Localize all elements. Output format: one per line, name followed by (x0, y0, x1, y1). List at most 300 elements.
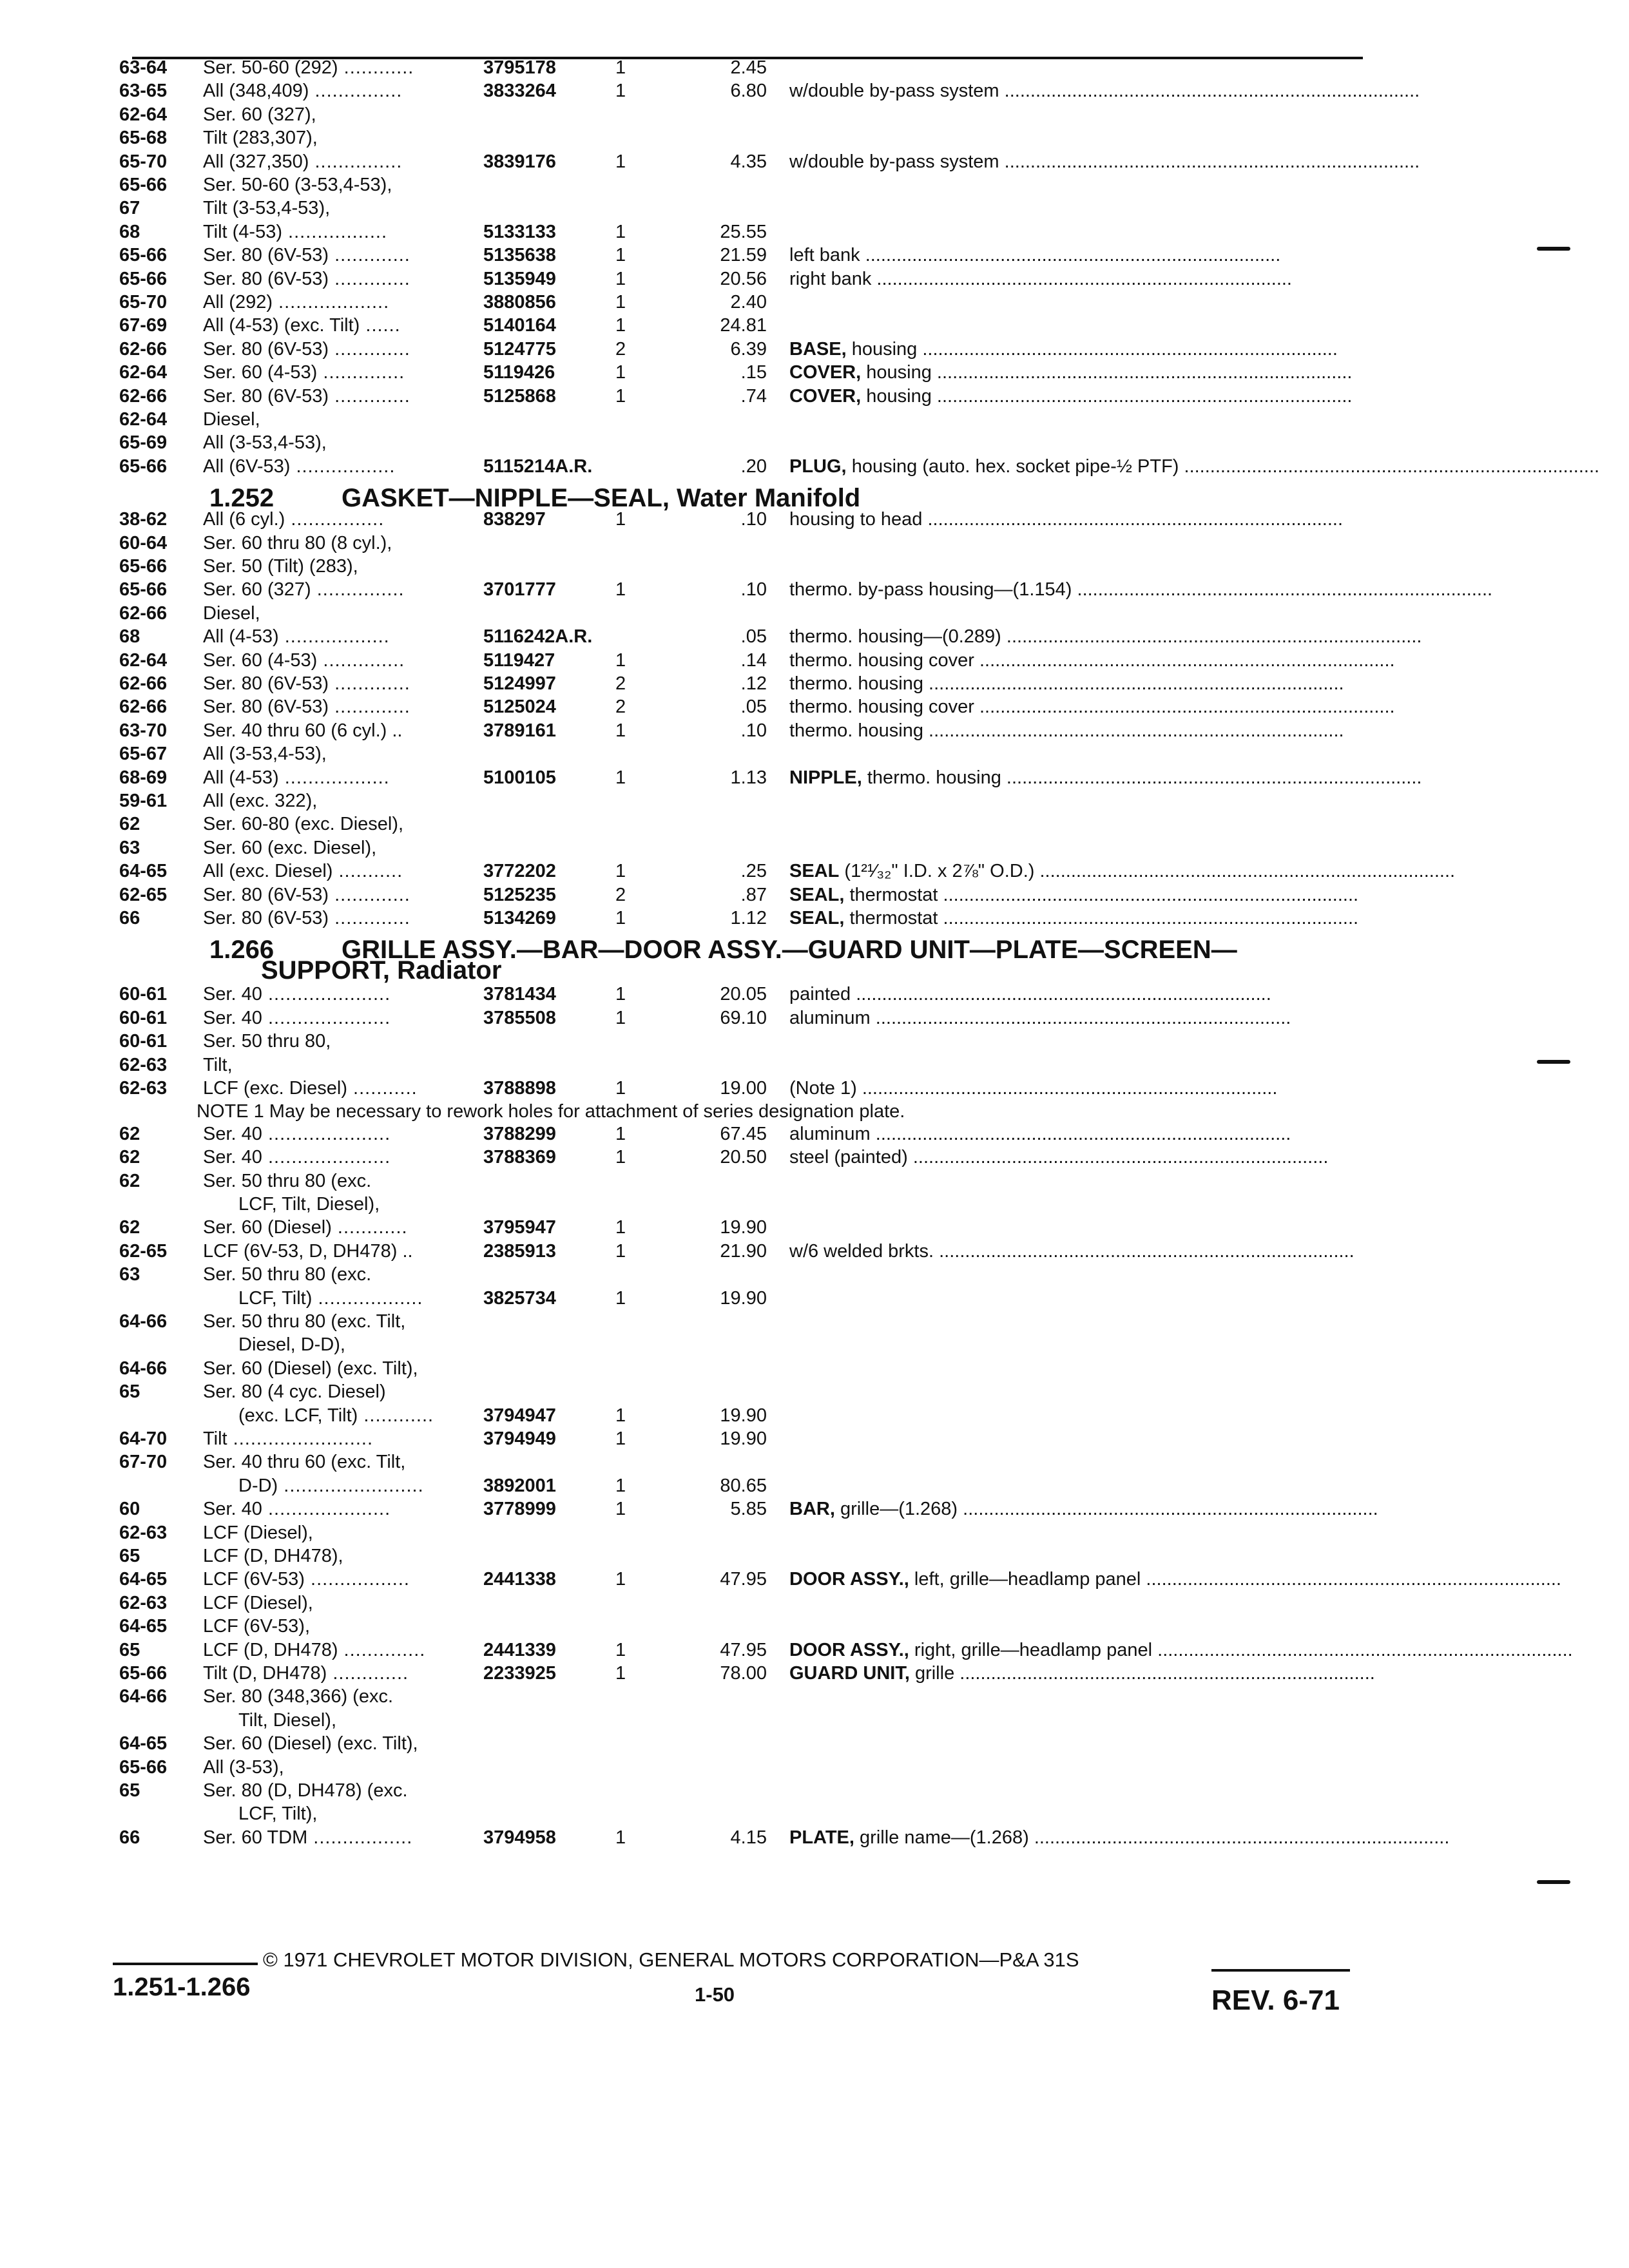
part-number: 3839176 (483, 151, 556, 172)
application (203, 385, 410, 407)
quantity: 1 (615, 1428, 626, 1449)
quantity: 2 (615, 673, 626, 694)
price: 78.00 (720, 1663, 767, 1684)
catalog-row (119, 385, 1408, 407)
leader-dots: ................. (307, 1827, 413, 1848)
application-text: Tilt (4-53) (203, 221, 282, 242)
catalog-row (119, 1803, 1408, 1825)
application (203, 602, 260, 624)
description (789, 720, 1350, 742)
application-text: LCF, Tilt), (238, 1803, 318, 1825)
application-text: Diesel, D-D), (238, 1334, 345, 1356)
leader-dots: .................. (278, 626, 390, 648)
model-years: 64-70 (119, 1428, 168, 1449)
application (203, 151, 402, 173)
application-text: Ser. 80 (6V-53) (203, 884, 329, 905)
application-text: Ser. 80 (D, DH478) (exc. (203, 1780, 408, 1801)
part-number: 5125024 (483, 697, 556, 718)
model-years: 63-70 (119, 720, 168, 741)
leader-dots: ............ (358, 1405, 434, 1426)
application-text: Ser. 60 (Diesel) (203, 1217, 332, 1238)
catalog-row (119, 1146, 1408, 1168)
section-title-line2: SUPPORT, Radiator (261, 956, 502, 985)
application (203, 1522, 313, 1544)
application-text: All (6 cyl.) (203, 509, 285, 530)
catalog-row (119, 432, 1408, 454)
application (203, 268, 410, 290)
application-text: Ser. 60 (4-53) (203, 649, 318, 671)
catalog-row (119, 1709, 1408, 1731)
application (203, 1311, 405, 1332)
application-text: Ser. 60 thru 80 (8 cyl.), (203, 532, 392, 553)
catalog-row (119, 1054, 1408, 1076)
quantity: 1 (615, 151, 626, 172)
model-years: 60-61 (119, 1007, 168, 1028)
application (203, 555, 358, 577)
part-number: 3794947 (483, 1405, 556, 1426)
catalog-row (119, 983, 1408, 1005)
application-text: LCF (Diesel), (203, 1592, 313, 1613)
model-years: 66 (119, 908, 140, 928)
application-text: All (3-53), (203, 1756, 284, 1778)
model-years: 64-65 (119, 1569, 168, 1590)
part-number: 5124997 (483, 673, 556, 694)
application (203, 532, 392, 554)
part-number: 3788299 (483, 1123, 556, 1144)
application-text: All (3-53,4-53), (203, 432, 327, 454)
application-text: Ser. 40 (203, 1499, 262, 1520)
application (203, 1639, 425, 1661)
catalog-row (119, 1428, 1408, 1450)
quantity: 1 (615, 509, 626, 530)
price: 25.55 (720, 221, 767, 242)
leader-dots: ................................................................................ (851, 984, 1271, 1005)
application-text: Ser. 50 thru 80, (203, 1031, 331, 1052)
application-text: Ser. 80 (6V-53) (203, 673, 329, 694)
catalog-row (119, 1287, 1408, 1309)
application (203, 456, 395, 477)
leader-dots: ..................... (262, 1147, 391, 1168)
application (203, 1662, 409, 1684)
application-text: Ser. 40 thru 60 (exc. Tilt, (203, 1452, 406, 1473)
catalog-row (119, 1451, 1408, 1473)
part-number: 5100105 (483, 767, 556, 788)
price: 69.10 (720, 1007, 767, 1028)
description-text: right bank (789, 268, 872, 289)
leader-dots: ............. (329, 884, 410, 905)
application-text: Ser. 80 (4 cyc. Diesel) (203, 1381, 386, 1403)
model-years: 60-61 (119, 1031, 168, 1052)
price: .12 (740, 673, 767, 694)
catalog-row (119, 1381, 1408, 1403)
part-number: 5135949 (483, 268, 556, 289)
quantity: 1 (615, 268, 626, 289)
model-years: 60 (119, 1499, 140, 1520)
catalog-row (119, 1686, 1408, 1707)
catalog-row (119, 151, 1420, 173)
leader-dots: ................................................................................ (1141, 1569, 1561, 1590)
leader-dots: ................................................................................ (954, 1663, 1375, 1684)
description-text: housing (851, 338, 918, 360)
application-text: LCF (6V-53), (203, 1616, 310, 1637)
description-text: thermo. housing (789, 673, 923, 694)
model-years: 62 (119, 1170, 140, 1191)
application (238, 1287, 423, 1309)
description-text: (Note 1) (789, 1078, 857, 1099)
application-text: Diesel, (203, 409, 260, 430)
price: .20 (740, 456, 767, 477)
application-text: Ser. 60 TDM (203, 1827, 308, 1848)
leader-dots: ..................... (262, 1007, 391, 1028)
part-number: 3794949 (483, 1428, 556, 1449)
model-years: 63 (119, 1264, 140, 1285)
application (203, 1827, 412, 1849)
part-number: 5119426 (483, 362, 555, 383)
catalog-row (119, 1639, 1573, 1661)
application (203, 1077, 418, 1099)
part-number: 3833264 (483, 81, 556, 102)
description-text: thermo. housing cover (789, 649, 974, 671)
footer-revision: REV. 6-71 (1211, 1984, 1340, 2016)
catalog-row (119, 1592, 1408, 1614)
price: 19.90 (720, 1428, 767, 1449)
catalog-row (119, 579, 1493, 601)
description-text: left bank (789, 245, 860, 266)
model-years: 60-61 (119, 984, 168, 1005)
leader-dots: ................ (285, 509, 385, 530)
price: 20.50 (720, 1147, 767, 1168)
leader-dots: ................................................................................ (1072, 579, 1493, 601)
leader-dots: ........................ (278, 1475, 424, 1496)
application (203, 1381, 386, 1403)
model-years: 66 (119, 1827, 140, 1848)
catalog-row (119, 813, 1408, 835)
leader-dots: ................................................................................ (938, 884, 1359, 905)
description-keyword: SEAL, (789, 908, 845, 928)
catalog-row (119, 1030, 1408, 1052)
application (203, 1170, 371, 1192)
application-text: Ser. 60 (327), (203, 104, 316, 125)
price: 6.80 (730, 81, 767, 102)
application (203, 1054, 233, 1076)
description-keyword: PLUG, (789, 456, 847, 477)
application (203, 983, 390, 1005)
catalog-row (119, 1522, 1408, 1544)
price: 19.90 (720, 1405, 767, 1426)
section-heading-continued (261, 956, 501, 985)
model-years: 64-65 (119, 1733, 168, 1754)
application-text: Tilt (203, 1428, 227, 1449)
catalog-row (119, 1498, 1408, 1520)
model-years: 62-66 (119, 338, 168, 360)
application-text: All (4-53) (203, 626, 279, 648)
description-text: painted (789, 984, 851, 1005)
model-years: 65-66 (119, 1756, 168, 1778)
application-text: All (4-53) (exc. Tilt) (203, 315, 360, 336)
description-text: thermo. housing—(0.289) (789, 626, 1001, 648)
model-years: 68 (119, 221, 140, 242)
price: 19.90 (720, 1287, 767, 1309)
application-text: Ser. 80 (6V-53) (203, 697, 329, 718)
price: 6.39 (730, 338, 767, 360)
model-years: 67-70 (119, 1452, 168, 1473)
model-years: 65-66 (119, 556, 168, 577)
application-text: Ser. 60 (4-53) (203, 362, 318, 383)
leader-dots: ................................................................................ (923, 673, 1344, 694)
description (789, 626, 1422, 648)
catalog-row (119, 884, 1408, 906)
margin-mark (1537, 247, 1570, 251)
application-text: Ser. 50-60 (292) (203, 57, 338, 78)
section-number: 1.266 (209, 936, 275, 965)
model-years: 62 (119, 814, 140, 835)
application (203, 649, 405, 671)
application (203, 1592, 313, 1614)
application (203, 837, 376, 859)
part-number: 5115214A.R. (483, 456, 593, 477)
price: 67.45 (720, 1123, 767, 1144)
catalog-row (119, 1311, 1408, 1332)
leader-dots: ................................................................................ (1001, 626, 1422, 648)
quantity: 1 (615, 1405, 626, 1426)
application (203, 1780, 408, 1802)
application-text: Ser. 80 (6V-53) (203, 245, 329, 266)
part-number: 3785508 (483, 1007, 556, 1028)
application (203, 127, 318, 149)
catalog-row (119, 268, 1408, 290)
leader-dots: ............... (309, 151, 403, 172)
description-text: housing to head (789, 509, 923, 530)
description-keyword: NIPPLE, (789, 767, 862, 788)
catalog-row (119, 80, 1420, 102)
catalog-row (119, 1662, 1408, 1684)
application-text: Ser. 50 thru 80 (exc. (203, 1170, 372, 1191)
leader-dots: ..................... (262, 984, 391, 1005)
model-years: 59-61 (119, 791, 168, 811)
application (203, 57, 414, 79)
quantity: 1 (615, 579, 626, 601)
price: .10 (740, 579, 767, 601)
leader-dots: ............. (329, 673, 410, 694)
application-text: Ser. 60 (Diesel) (exc. Tilt), (203, 1733, 418, 1754)
application (203, 338, 410, 360)
description (789, 385, 1353, 407)
leader-dots: ................................................................................ (860, 245, 1281, 266)
catalog-row (119, 1007, 1408, 1029)
application-text: Ser. 60 (327) (203, 579, 311, 601)
application (203, 1568, 410, 1590)
description-text: (1²¹⁄₃₂" I.D. x 2⅞" O.D.) (844, 861, 1035, 882)
catalog-row (119, 1077, 1408, 1099)
model-years: 65-67 (119, 744, 168, 765)
catalog-row (119, 1733, 1408, 1754)
catalog-row (119, 456, 1600, 477)
description-text: steel (painted) (789, 1147, 908, 1168)
catalog-row (119, 104, 1408, 126)
model-years: 67-69 (119, 315, 168, 336)
description-text: thermo. housing (867, 767, 1001, 788)
application-text: Ser. 50 (Tilt) (283), (203, 556, 358, 577)
leader-dots: ........................ (227, 1428, 374, 1449)
price: 4.35 (730, 151, 767, 172)
quantity: 1 (615, 362, 626, 383)
description (789, 696, 1395, 718)
application-text: Tilt, Diesel), (238, 1709, 336, 1731)
quantity: 1 (615, 1217, 626, 1238)
application (203, 860, 403, 882)
part-number: 3789161 (483, 720, 556, 741)
price: .10 (740, 509, 767, 530)
part-number: 2233925 (483, 1663, 556, 1684)
description (789, 884, 1359, 906)
application (203, 1123, 390, 1145)
model-years: 65 (119, 1780, 140, 1801)
quantity: 1 (615, 221, 626, 242)
part-number: 3701777 (483, 579, 556, 601)
quantity: 1 (615, 57, 626, 78)
leader-dots: ................................................................................ (958, 1499, 1378, 1520)
application (203, 696, 410, 718)
price: .25 (740, 861, 767, 882)
model-years: 64-66 (119, 1311, 168, 1332)
catalog-row (119, 1358, 1408, 1379)
catalog-row (119, 1170, 1408, 1192)
footer-copyright: © 1971 CHEVROLET MOTOR DIVISION, GENERAL MOTORS CORPORATION—P&A 31S (263, 1948, 1079, 1971)
catalog-row (119, 673, 1408, 695)
description-keyword: DOOR ASSY., (789, 1639, 909, 1660)
description-keyword: COVER, (789, 385, 862, 407)
model-years: 65-70 (119, 292, 168, 312)
description-text: right, grille—headlamp panel (914, 1639, 1153, 1660)
catalog-row (119, 860, 1456, 882)
application-text: Ser. 80 (348,366) (exc. (203, 1686, 393, 1707)
quantity: 1 (615, 861, 626, 882)
description (789, 1827, 1450, 1849)
application-text: All (6V-53) (203, 456, 291, 477)
application (203, 626, 390, 648)
description (789, 508, 1350, 530)
description (789, 244, 1350, 266)
application-text: Ser. 80 (6V-53) (203, 268, 329, 289)
catalog-row (119, 696, 1408, 718)
application-text: Ser. 60 (exc. Diesel), (203, 837, 377, 858)
quantity: 2 (615, 884, 626, 905)
model-years: 62-64 (119, 362, 168, 383)
price: 1.13 (730, 767, 767, 788)
model-years: 65-66 (119, 456, 168, 477)
model-years: 65-66 (119, 245, 168, 266)
application (203, 1007, 390, 1029)
leader-dots: ............... (311, 579, 405, 601)
description (789, 983, 1350, 1005)
description (789, 80, 1420, 102)
catalog-row (119, 57, 1408, 79)
model-years: 63-65 (119, 81, 168, 102)
part-number: 5135638 (483, 245, 556, 266)
description (789, 361, 1353, 383)
leader-dots: ..................... (262, 1499, 391, 1520)
leader-dots: ................... (273, 292, 390, 312)
application-text: Ser. 40 (203, 1147, 262, 1168)
application (203, 174, 392, 196)
part-number: 3772202 (483, 861, 556, 882)
model-years: 62-66 (119, 385, 168, 407)
model-years: 62-66 (119, 697, 168, 718)
description-text: grille name—(1.268) (860, 1827, 1029, 1848)
leader-dots: ............. (327, 1663, 409, 1684)
model-years: 62 (119, 1123, 140, 1144)
application-text: Ser. 80 (6V-53) (203, 908, 329, 928)
application (203, 1030, 331, 1052)
section-title: GASKET—NIPPLE—SEAL, Water Manifold (342, 484, 861, 513)
catalog-row (119, 244, 1408, 266)
description-text: thermo. housing cover (789, 697, 974, 718)
model-years: 62-64 (119, 104, 168, 125)
leader-dots: ................................................................................ (1034, 861, 1456, 882)
leader-dots: ................................................................................ (934, 1240, 1354, 1262)
quantity: 1 (615, 984, 626, 1005)
leader-dots: ................. (304, 1569, 410, 1590)
description (789, 151, 1420, 173)
application-text: All (292) (203, 292, 273, 312)
catalog-row (119, 174, 1408, 196)
quantity: 1 (615, 315, 626, 336)
part-number: 2385913 (483, 1240, 556, 1262)
application (238, 1803, 317, 1825)
part-number: 5125868 (483, 385, 556, 407)
application (203, 790, 317, 812)
description-text: housing (866, 362, 932, 383)
application-text: All (327,350) (203, 151, 309, 172)
description-keyword: PLATE, (789, 1827, 854, 1848)
footer-rule-right (1211, 1969, 1350, 1972)
part-number: 3825734 (483, 1287, 556, 1309)
application-text: Ser. 40 (203, 1007, 262, 1028)
leader-dots: ........... (333, 861, 403, 882)
quantity: 1 (615, 767, 626, 788)
description (789, 1568, 1561, 1590)
part-number: 3788898 (483, 1078, 556, 1099)
application (203, 1686, 393, 1707)
application-text: Tilt, (203, 1054, 233, 1075)
description (789, 338, 1350, 360)
description (789, 456, 1600, 477)
application (203, 720, 402, 742)
model-years: 62-65 (119, 884, 168, 905)
application (203, 673, 410, 695)
description-keyword: BASE, (789, 338, 847, 360)
application-text: Ser. 40 thru 60 (6 cyl.) .. (203, 720, 403, 741)
description-keyword: BAR, (789, 1499, 835, 1520)
leader-dots: ........... (347, 1078, 418, 1099)
application (203, 80, 402, 102)
application (203, 767, 390, 789)
catalog-row (119, 837, 1408, 859)
footer-section-range: 1.251-1.266 (113, 1973, 251, 2001)
description (789, 1240, 1354, 1262)
catalog-row (119, 555, 1408, 577)
model-years: 62-65 (119, 1240, 168, 1262)
model-years: 62-66 (119, 673, 168, 694)
price: 80.65 (720, 1475, 767, 1496)
catalog-row (119, 1780, 1408, 1802)
price: 19.90 (720, 1217, 767, 1238)
part-number: 5133133 (483, 221, 556, 242)
application (203, 1756, 284, 1778)
price: 21.90 (720, 1240, 767, 1262)
model-years: 63-64 (119, 57, 168, 78)
application (203, 813, 403, 835)
